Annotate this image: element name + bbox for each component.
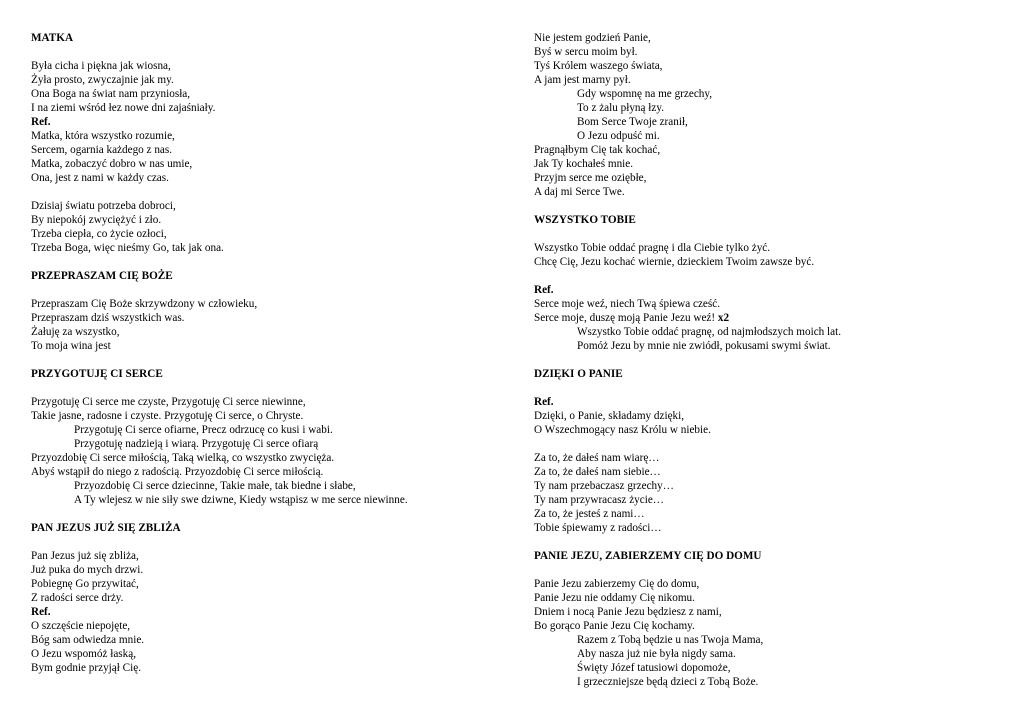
lyric-line: Bom Serce Twoje zranił, [577, 116, 688, 128]
lyric-line: I na ziemi wśród łez nowe dni zajaśniały. [31, 102, 216, 114]
lyric-line: Tobie śpiewamy z radości… [534, 522, 662, 534]
song-title: PANIE JEZU, ZABIERZEMY CIĘ DO DOMU [534, 550, 762, 562]
lyric-line: By niepokój zwyciężyć i zło. [31, 214, 162, 226]
repeat-marker: x2 [717, 312, 730, 324]
refrain-label: Ref. [31, 606, 51, 618]
song-title: PRZEPRASZAM CIĘ BOŻE [31, 270, 173, 282]
lyric-line: Przepraszam Cię Boże skrzywdzony w człowieku, [31, 298, 258, 310]
lyric-line: Już puka do mych drzwi. [31, 564, 144, 576]
lyric-line: Przygotuję Ci serce ofiarne, Precz odrzucę co kusi i wabi. [74, 424, 333, 436]
lyric-line: A jam jest marny pył. [534, 74, 631, 86]
refrain-label: Ref. [534, 396, 554, 408]
song-title: WSZYSTKO TOBIE [534, 214, 636, 226]
song-title: PRZYGOTUJĘ CI SERCE [31, 368, 163, 380]
lyric-line: Ona, jest z nami w każdy czas. [31, 172, 169, 184]
lyric-line: A daj mi Serce Twe. [534, 186, 625, 198]
lyric-line: Przyozdobię Ci serce miłością, Taką wielką, co wszystko zwycięża. [31, 452, 335, 464]
lyric-line: Trzeba Boga, więc nieśmy Go, tak jak ona. [31, 242, 224, 254]
lyric-line [534, 311, 1004, 325]
lyric-line: Sercem, ogarnia każdego z nas. [31, 144, 173, 156]
lyric-line: Panie Jezu nie oddamy Cię nikomu. [534, 592, 695, 604]
lyric-line: Przyjm serce me oziębłe, [534, 172, 647, 184]
song-przepraszam [31, 269, 501, 353]
left-column [31, 31, 501, 675]
lyric-text: Serce moje, duszę moją Panie Jezu weź! [534, 312, 716, 324]
song-title: PAN JEZUS JUŻ SIĘ ZBLIŻA [31, 522, 181, 534]
lyric-line: Z radości serce drży. [31, 592, 124, 604]
lyric-line: Panie Jezu zabierzemy Cię do domu, [534, 578, 700, 590]
lyric-line: Żałuję za wszystko, [31, 326, 120, 338]
right-column [534, 31, 1004, 689]
lyric-line: Razem z Tobą będzie u nas Twoja Mama, [577, 634, 764, 646]
lyric-line: Pragnąłbym Cię tak kochać, [534, 144, 661, 156]
lyric-line: Dzisiaj światu potrzeba dobroci, [31, 200, 176, 212]
lyric-line: Święty Józef tatusiowi dopomoże, [577, 662, 731, 674]
lyric-line: Wszystko Tobie oddać pragnę i dla Ciebie tylko żyć. [534, 242, 771, 254]
lyric-line: Abyś wstąpił do niego z radością. Przyozdobię Ci serce miłością. [31, 466, 324, 478]
lyric-line: Tyś Królem waszego świata, [534, 60, 663, 72]
lyric-line: Serce moje weź, niech Twą śpiewa cześć. [534, 298, 721, 310]
song-przygotuje [31, 367, 501, 507]
song-dzieki [534, 367, 1004, 535]
lyric-line: Bóg sam odwiedza mnie. [31, 634, 145, 646]
lyric-line: Dzięki, o Panie, składamy dzięki, [534, 410, 685, 422]
lyric-line: Jak Ty kochałeś mnie. [534, 158, 634, 170]
lyric-line: Takie jasne, radosne i czyste. Przygotuję Ci serce, o Chryste. [31, 410, 304, 422]
lyric-line: O Jezu wspomóż łaską, [31, 648, 137, 660]
song-panie-jezu [534, 549, 1004, 689]
song-wszystko-tobie [534, 213, 1004, 353]
lyric-line: Chcę Cię, Jezu kochać wiernie, dzieckiem Twoim zawsze być. [534, 256, 815, 268]
lyric-line: Była cicha i piękna jak wiosna, [31, 60, 171, 72]
lyric-line: Przyozdobię Ci serce dziecinne, Takie małe, tak biedne i słabe, [74, 480, 356, 492]
lyric-line: O Jezu odpuść mi. [577, 130, 660, 142]
lyric-line: Pomóż Jezu by mnie nie zwiódł, pokusami swymi świat. [577, 340, 831, 352]
lyric-line: O szczęście niepojęte, [31, 620, 131, 632]
lyric-line: Za to, że jesteś z nami… [534, 508, 645, 520]
song-pan-jezus [31, 521, 501, 675]
lyric-line: Za to, że dałeś nam wiarę… [534, 452, 660, 464]
lyric-line: Przygotuję Ci serce me czyste, Przygotuję Ci serce niewinne, [31, 396, 306, 408]
lyric-line: Gdy wspomnę na me grzechy, [577, 88, 713, 100]
lyric-line: A Ty wlejesz w nie siły swe dziwne, Kiedy wstąpisz w me serce niewinne. [74, 494, 408, 506]
song-matka [31, 31, 501, 255]
lyric-line: To moja wina jest [31, 340, 111, 352]
lyric-line: Ona Boga na świat nam przyniosła, [31, 88, 191, 100]
lyric-line: Ty nam przywracasz życie… [534, 494, 664, 506]
lyric-line: Bym godnie przyjął Cię. [31, 662, 141, 674]
lyric-line: To z żalu płyną łzy. [577, 102, 665, 114]
lyric-line: Trzeba ciepła, co życie ozłoci, [31, 228, 167, 240]
lyric-line: Ty nam przebaczasz grzechy… [534, 480, 674, 492]
lyric-line: Dniem i nocą Panie Jezu będziesz z nami, [534, 606, 722, 618]
song-title: DZIĘKI O PANIE [534, 368, 623, 380]
song-nie-jestem [534, 31, 1004, 199]
lyric-line: O Wszechmogący nasz Królu w niebie. [534, 424, 711, 436]
lyric-line: Bo gorąco Panie Jezu Cię kochamy. [534, 620, 695, 632]
lyric-line: Wszystko Tobie oddać pragnę, od najmłodszych moich lat. [577, 326, 842, 338]
lyric-line: Pobiegnę Go przywitać, [31, 578, 139, 590]
lyric-line: Przygotuję nadzieją i wiarą. Przygotuję Ci serce ofiarą [74, 438, 319, 450]
lyric-line: Matka, która wszystko rozumie, [31, 130, 175, 142]
lyric-line: Nie jestem godzień Panie, [534, 32, 651, 44]
lyric-line: Aby nasza już nie była nigdy sama. [577, 648, 736, 660]
refrain-label: Ref. [534, 284, 554, 296]
lyric-line: I grzeczniejsze będą dzieci z Tobą Boże. [577, 676, 759, 688]
lyric-line: Przepraszam dziś wszystkich was. [31, 312, 185, 324]
lyric-line: Żyła prosto, zwyczajnie jak my. [31, 74, 174, 86]
lyric-line: Za to, że dałeś nam siebie… [534, 466, 661, 478]
lyric-line: Matka, zobaczyć dobro w nas umie, [31, 158, 193, 170]
refrain-label: Ref. [31, 116, 51, 128]
song-title: MATKA [31, 32, 74, 44]
lyric-line: Pan Jezus już się zbliża, [31, 550, 139, 562]
lyric-line: Byś w sercu moim był. [534, 46, 638, 58]
